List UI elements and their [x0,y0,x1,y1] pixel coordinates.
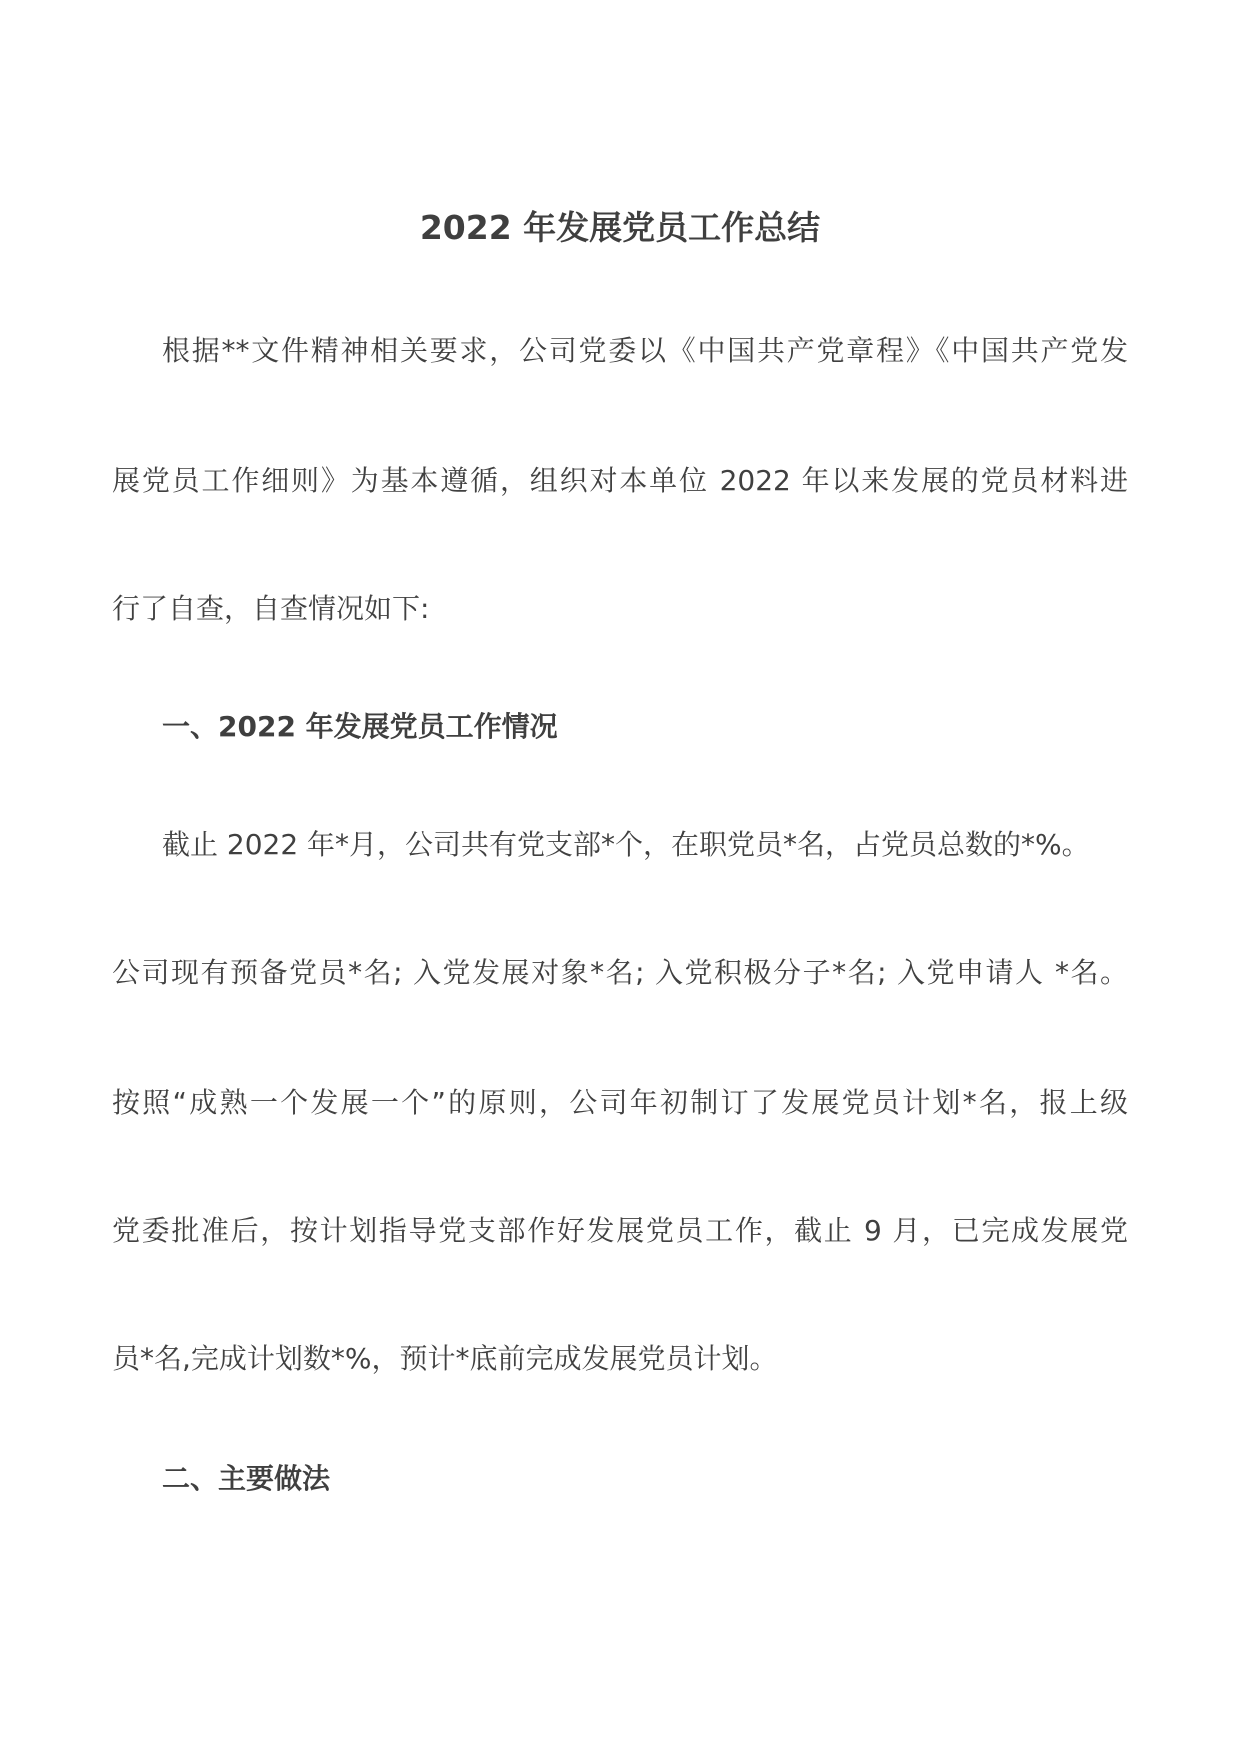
section-heading: 一、2022 年发展党员工作情况 [162,710,558,743]
paragraph-line: 根据**文件精神相关要求，公司党委以《中国共产党章程》《中国共产党发 [162,334,1128,367]
paragraph-line: 截止 2022 年*月，公司共有党支部*个，在职党员*名，占党员总数的*%。 [162,828,1090,861]
paragraph-line: 公司现有预备党员*名; 入党发展对象*名; 入党积极分子*名; 入党申请人 *名。 [112,956,1128,989]
paragraph-line: 员*名,完成计划数*%，预计*底前完成发展党员计划。 [112,1342,778,1375]
paragraph-line: 党委批准后，按计划指导党支部作好发展党员工作，截止 9 月，已完成发展党 [112,1214,1128,1247]
paragraph-line: 展党员工作细则》为基本遵循，组织对本单位 2022 年以来发展的党员材料进 [112,464,1128,497]
paragraph-line: 按照“成熟一个发展一个”的原则，公司年初制订了发展党员计划*名，报上级 [112,1086,1128,1119]
paragraph-line: 行了自查，自查情况如下: [112,592,430,625]
document-title: 2022 年发展党员工作总结 [419,208,821,247]
section-heading: 二、主要做法 [162,1462,331,1495]
